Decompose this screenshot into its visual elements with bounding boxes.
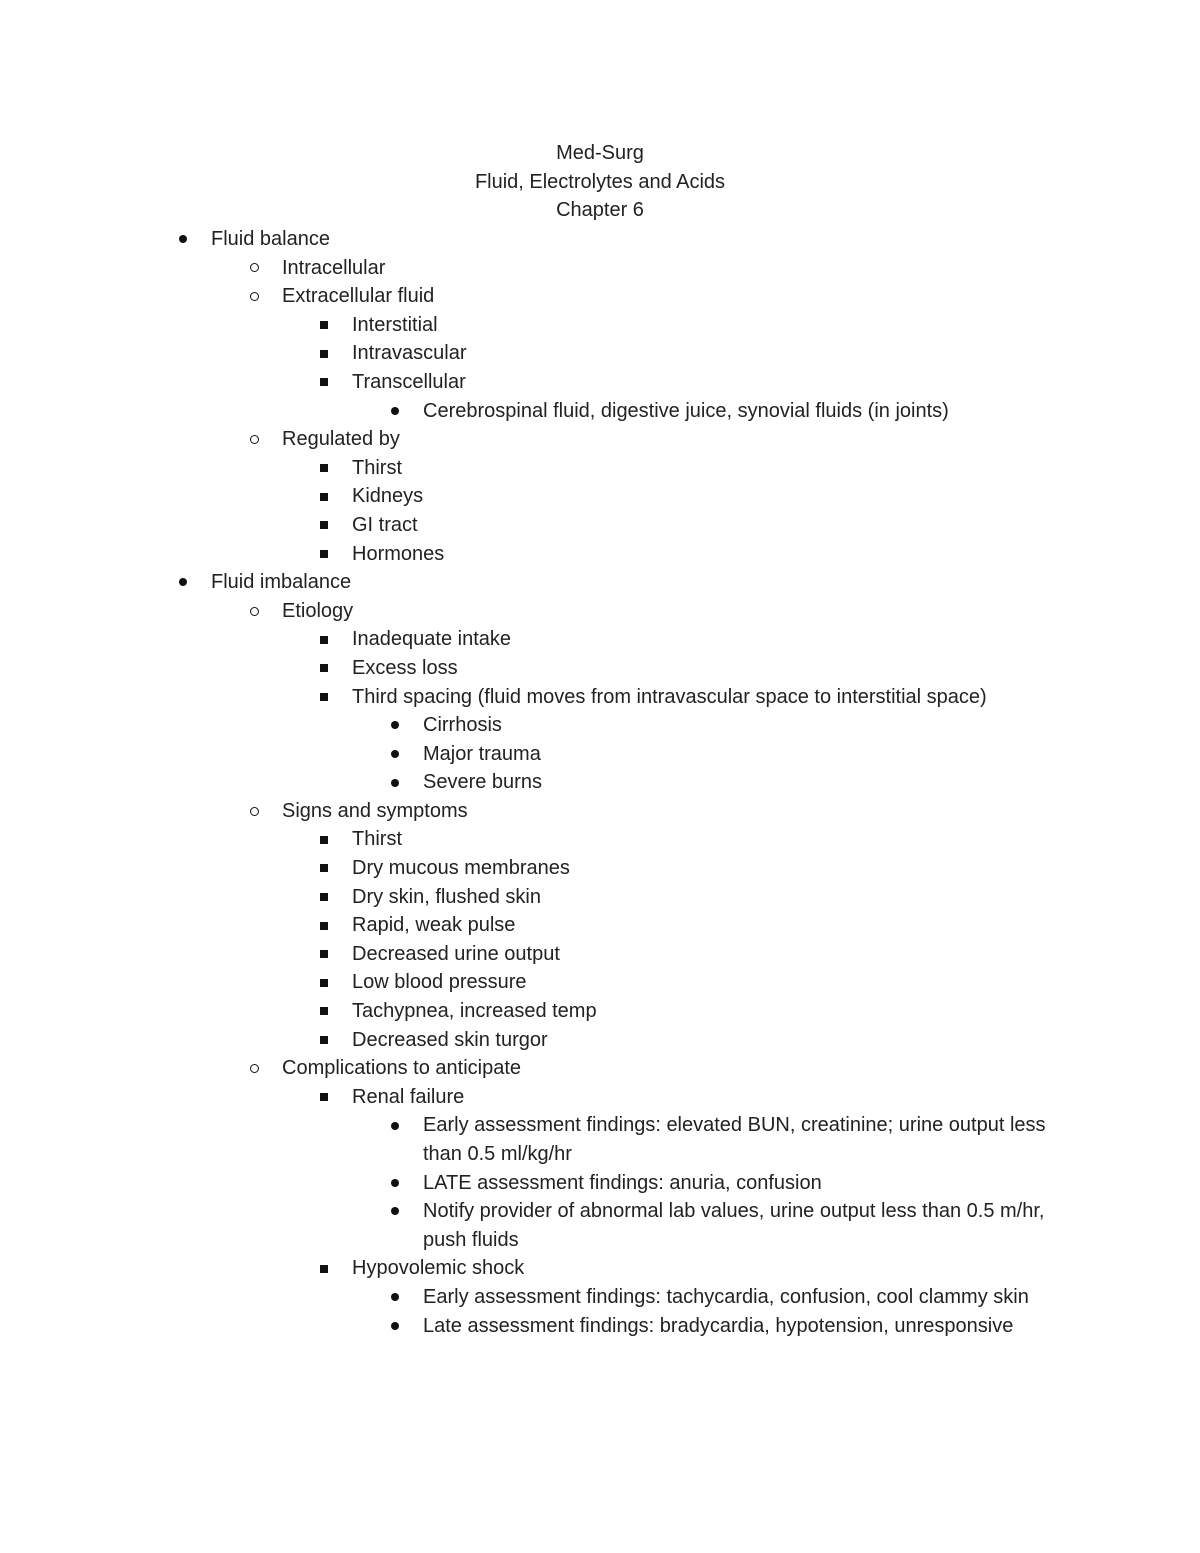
square-bullet-icon [316, 854, 332, 883]
filled-bullet-icon [387, 711, 403, 740]
list-item: Complications to anticipate [0, 1054, 1200, 1083]
list-item: Transcellular [0, 368, 1200, 397]
filled-bullet-icon [387, 1283, 403, 1312]
list-item: Tachypnea, increased temp [0, 997, 1200, 1026]
square-bullet-icon [316, 1254, 332, 1283]
list-item: LATE assessment findings: anuria, confusion [0, 1169, 1200, 1198]
filled-bullet-icon [387, 397, 403, 426]
square-bullet-icon [316, 683, 332, 712]
list-item: Third spacing (fluid moves from intravascular space to interstitial space) [0, 683, 1200, 712]
list-item: Decreased skin turgor [0, 1026, 1200, 1055]
square-bullet-icon [316, 654, 332, 683]
filled-bullet-icon [387, 1197, 403, 1226]
list-item: Signs and symptoms [0, 797, 1200, 826]
square-bullet-icon [316, 1026, 332, 1055]
square-bullet-icon [316, 997, 332, 1026]
list-item: GI tract [0, 511, 1200, 540]
filled-bullet-icon [387, 740, 403, 769]
filled-bullet-icon [387, 1312, 403, 1341]
list-item: Fluid imbalance [0, 568, 1200, 597]
square-bullet-icon [316, 911, 332, 940]
square-bullet-icon [316, 482, 332, 511]
hollow-bullet-icon [246, 797, 262, 826]
list-item: Cirrhosis [0, 711, 1200, 740]
list-item: Rapid, weak pulse [0, 911, 1200, 940]
list-item: Dry mucous membranes [0, 854, 1200, 883]
filled-bullet-icon [175, 225, 191, 254]
filled-bullet-icon [387, 1169, 403, 1198]
list-item: Extracellular fluid [0, 282, 1200, 311]
square-bullet-icon [316, 883, 332, 912]
hollow-bullet-icon [246, 425, 262, 454]
hollow-bullet-icon [246, 597, 262, 626]
list-item: Early assessment findings: elevated BUN, creatinine; urine output less than 0.5 ml/kg/hr [0, 1111, 1200, 1168]
course-title: Med-Surg [556, 142, 644, 164]
filled-bullet-icon [387, 768, 403, 797]
list-item: Decreased urine output [0, 940, 1200, 969]
list-item: Thirst [0, 454, 1200, 483]
list-item: Severe burns [0, 768, 1200, 797]
list-item: Interstitial [0, 311, 1200, 340]
list-item: Early assessment findings: tachycardia, confusion, cool clammy skin [0, 1283, 1200, 1312]
list-item: Regulated by [0, 425, 1200, 454]
chapter-title: Chapter 6 [556, 199, 644, 222]
list-item: Intravascular [0, 339, 1200, 368]
hollow-bullet-icon [246, 1054, 262, 1083]
list-item: Intracellular [0, 254, 1200, 283]
topic-title: Fluid, Electrolytes and Acids [474, 170, 726, 193]
list-item: Hormones [0, 540, 1200, 569]
list-item: Late assessment findings: bradycardia, hypotension, unresponsive [0, 1312, 1200, 1341]
list-item: Thirst [0, 825, 1200, 854]
list-item: Etiology [0, 597, 1200, 626]
document-header [0, 139, 1200, 225]
square-bullet-icon [316, 511, 332, 540]
list-item: Dry skin, flushed skin [0, 883, 1200, 912]
square-bullet-icon [316, 540, 332, 569]
square-bullet-icon [316, 940, 332, 969]
square-bullet-icon [316, 1083, 332, 1112]
list-item: Notify provider of abnormal lab values, urine output less than 0.5 m/hr, push fluids [0, 1197, 1200, 1254]
square-bullet-icon [316, 968, 332, 997]
list-item: Cerebrospinal fluid, digestive juice, synovial fluids (in joints) [0, 397, 1200, 426]
filled-bullet-icon [175, 568, 191, 597]
square-bullet-icon [316, 339, 332, 368]
square-bullet-icon [316, 311, 332, 340]
list-item: Low blood pressure [0, 968, 1200, 997]
list-item: Renal failure [0, 1083, 1200, 1112]
square-bullet-icon [316, 368, 332, 397]
square-bullet-icon [316, 825, 332, 854]
list-item: Major trauma [0, 740, 1200, 769]
list-item: Hypovolemic shock [0, 1254, 1200, 1283]
hollow-bullet-icon [246, 282, 262, 311]
list-item: Inadequate intake [0, 625, 1200, 654]
notes-outline [0, 225, 1200, 1340]
list-item: Excess loss [0, 654, 1200, 683]
square-bullet-icon [316, 454, 332, 483]
square-bullet-icon [316, 625, 332, 654]
list-item: Kidneys [0, 482, 1200, 511]
list-item: Fluid balance [0, 225, 1200, 254]
filled-bullet-icon [387, 1111, 403, 1140]
hollow-bullet-icon [246, 254, 262, 283]
